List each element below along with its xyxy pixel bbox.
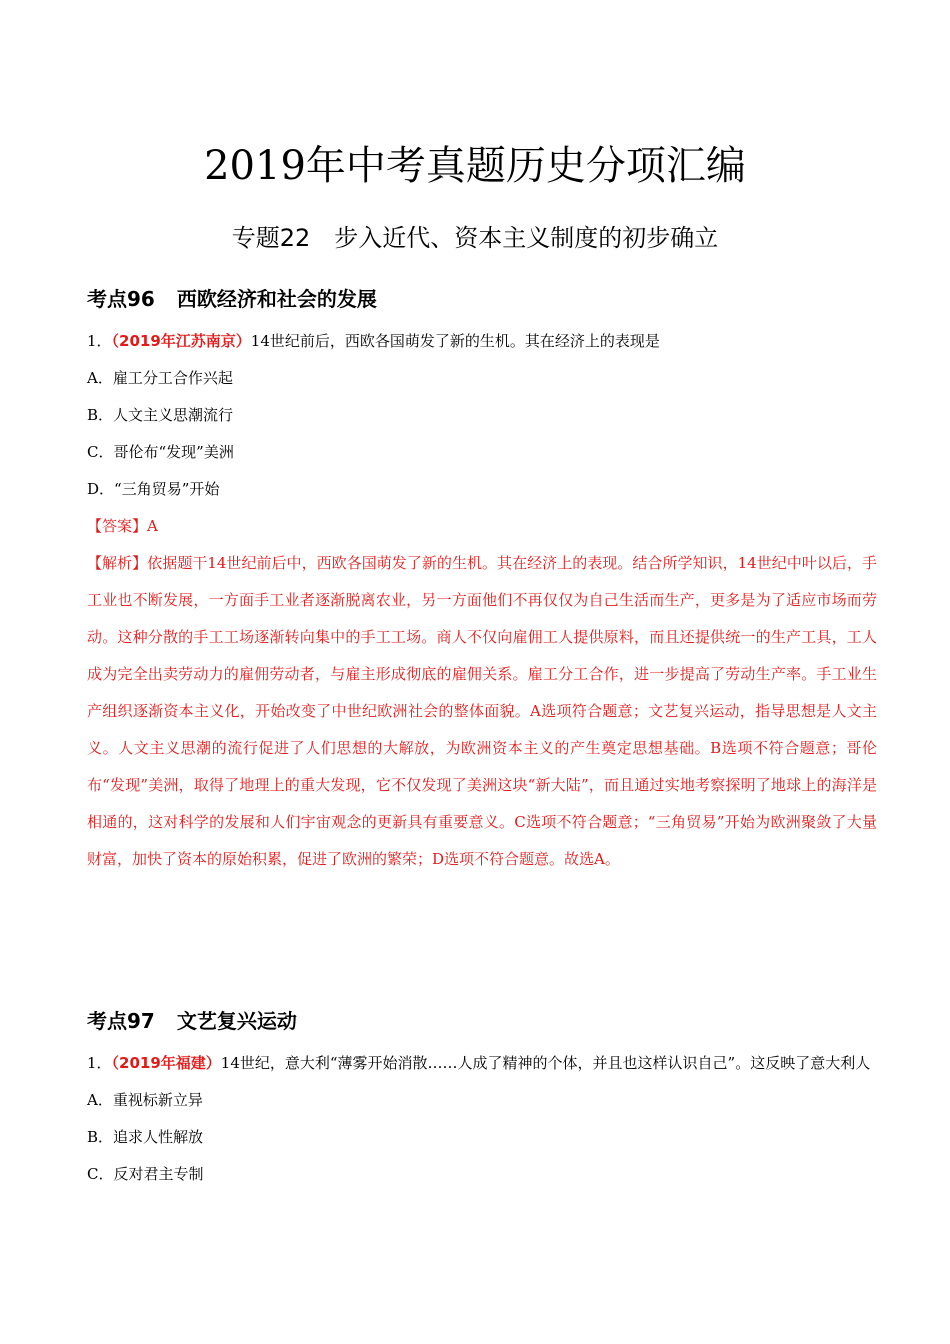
question-source: （2019年福建） xyxy=(111,1054,221,1072)
answer-value: A xyxy=(147,517,158,535)
answer-label: 【答案】 xyxy=(87,517,148,535)
analysis-paragraph xyxy=(87,545,877,878)
section-heading-text: 西欧经济和社会的发展 xyxy=(176,287,377,311)
question-text: 14世纪前后，西欧各国萌发了新的生机。其在经济上的表现是 xyxy=(250,332,660,350)
section-heading-number: 考点96 xyxy=(87,287,155,311)
question-text: 14世纪，意大利“薄雾开始消散……人成了精神的个体，并且也这样认识自己”。这反映了意大利人 xyxy=(220,1054,871,1072)
option-d: D．“三角贸易”开始 xyxy=(87,480,220,498)
option-a: A．重视标新立异 xyxy=(87,1091,203,1109)
question-number: 1． xyxy=(87,332,112,350)
document-subtitle: 专题22 步入近代、资本主义制度的初步确立 xyxy=(231,224,719,252)
document-title: 2019年中考真题历史分项汇编 xyxy=(204,143,746,189)
analysis-label: 【解析】 xyxy=(87,554,148,572)
option-b: B．追求人性解放 xyxy=(87,1128,204,1146)
section-heading xyxy=(87,284,877,314)
option-c: C．哥伦布“发现”美洲 xyxy=(87,443,234,461)
option-b: B．人文主义思潮流行 xyxy=(87,406,234,424)
analysis-text: 依据题干14世纪前后中，西欧各国萌发了新的生机。其在经济上的表现。结合所学知识，14世纪中叶以后，手工业也不断发展，一方面手工业者逐渐脱离农业，另一方面他们不再仅仅为自己生活而生产，更多是为了适应市场而劳动。这种分散的手工工场逐渐转向集中的手工工场。商人不仅向雇佣工人提供原料，而且还提供统一的生产工具，工人成为完全出卖劳动力的雇佣劳动者，与雇主形成彻底的雇佣关系。雇工分工合作，进一步提高了劳动生产率。手工业生产组织逐渐资本主义化，开始改变了中世纪欧洲社会的整体面貌。A选项符合题意；文艺复兴运动，指导思想是人文主义。人文主义思潮的流行促进了人们思想的大解放，为欧洲资本主义的产生奠定思想基础。B选项不符合题意；哥伦布“发现”美洲，取得了地理上的重大发现，它不仅发现了美洲这块“新大陆”，而且通过实地考察探明了地球上的海洋是相通的，这对科学的发展和人们宇宙观念的更新具有重要意义。C选项不符合题意；“三角贸易”开始为欧洲聚敛了大量财富，加快了资本的原始积累，促进了欧洲的繁荣；D选项不符合题意。故选A。 xyxy=(87,554,877,868)
option-a: A．雇工分工合作兴起 xyxy=(87,369,233,387)
section-topic-97 xyxy=(87,1006,877,1193)
question-stem xyxy=(87,1045,877,1082)
question-number: 1． xyxy=(87,1054,112,1072)
section-heading-text: 文艺复兴运动 xyxy=(176,1009,297,1033)
section-heading xyxy=(87,1006,877,1036)
section-heading-number: 考点97 xyxy=(87,1009,155,1033)
option-c: C．反对君主专制 xyxy=(87,1165,204,1183)
question-stem xyxy=(87,323,877,360)
section-topic-96 xyxy=(87,284,877,878)
answer-line xyxy=(87,508,877,545)
question-source: （2019年江苏南京） xyxy=(111,332,251,350)
